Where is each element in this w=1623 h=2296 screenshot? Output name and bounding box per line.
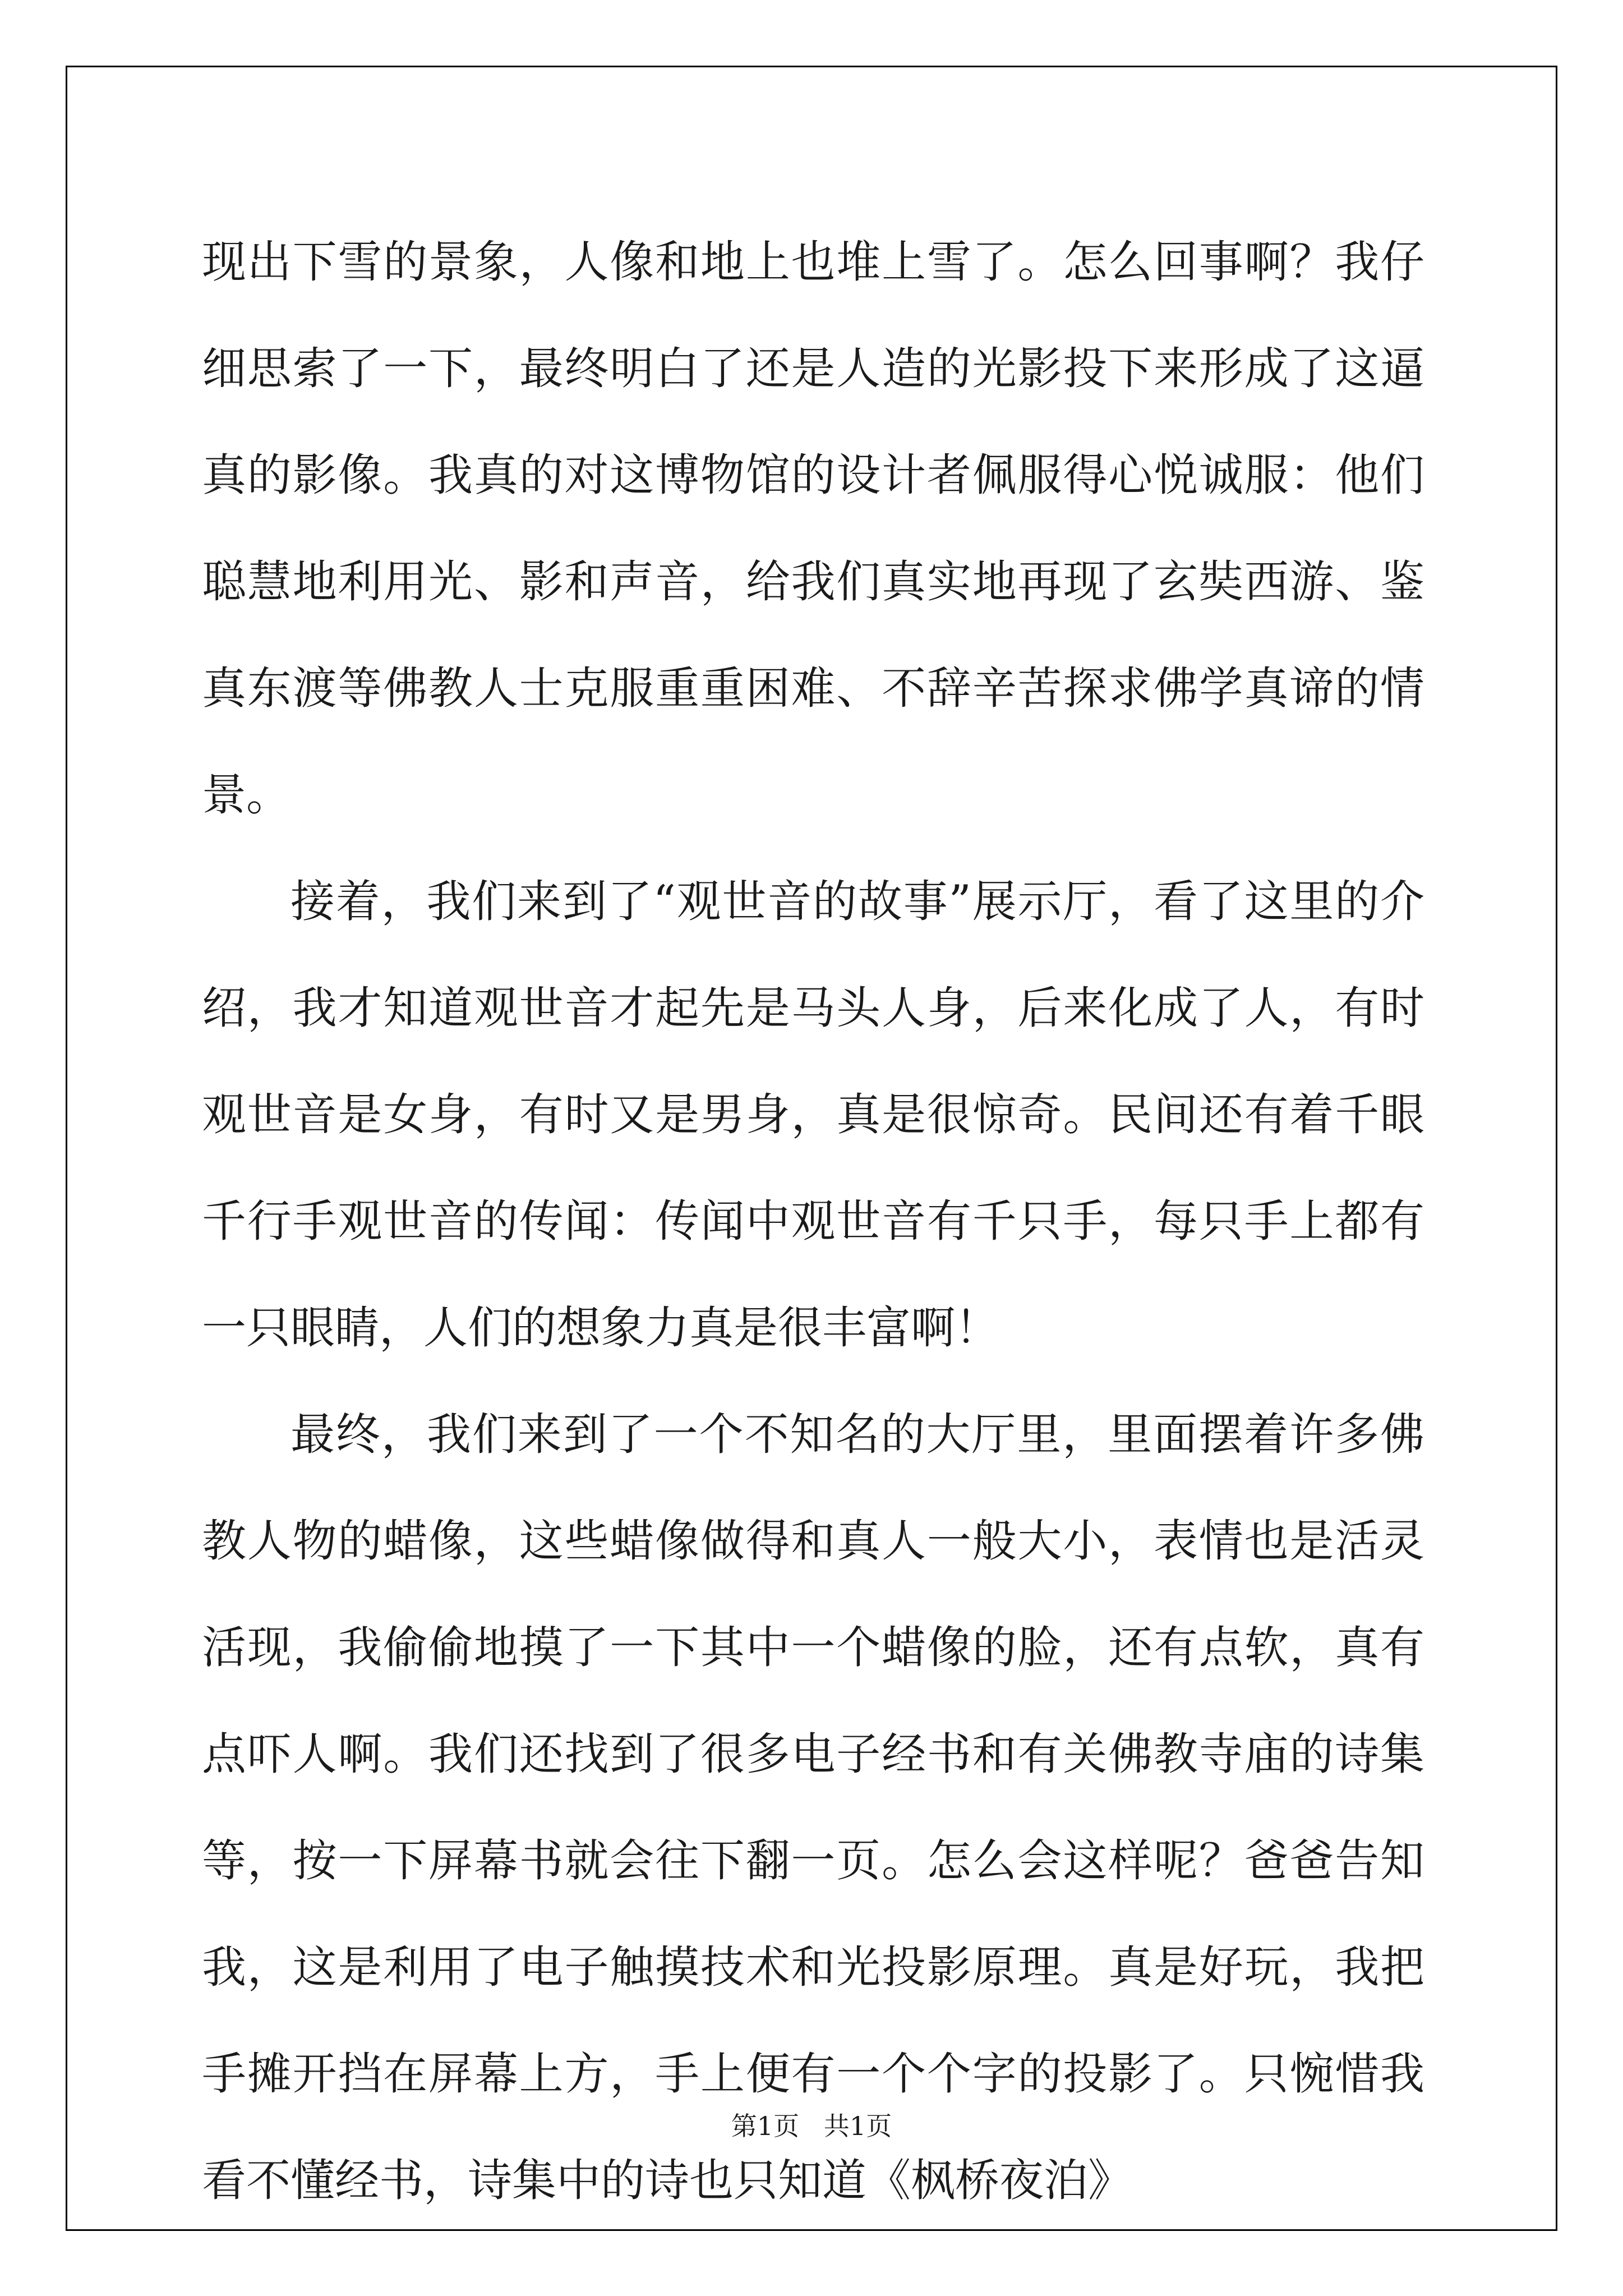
- document-body: [202, 209, 1424, 2234]
- paragraph-2: 接着，我们来到了“观世音的故事”展示厅，看了这里的介绍，我才知道观世音才起先是马头人身，后来化成了人，有时观世音是女身，有时又是男身，真是很惊奇。民间还有着千眼千行手观世音的传闻：传闻中观世音有千只手，每只手上都有一只眼睛，人们的想象力真是很丰富啊！: [202, 876, 1424, 1354]
- page-number: 第1页 共1页: [731, 2111, 892, 2141]
- paragraph-1: 现出下雪的景象，人像和地上也堆上雪了。怎么回事啊？我仔细思索了一下，最终明白了还是人造的光影投下来形成了这逼真的影像。我真的对这博物馆的设计者佩服得心悦诚服：他们聪慧地利用光、影和声音，给我们真实地再现了玄奘西游、鉴真东渡等佛教人士克服重重困难、不辞辛苦探求佛学真谛的情景。: [202, 236, 1424, 821]
- paragraph-3: 最终，我们来到了一个不知名的大厅里，里面摆着许多佛教人物的蜡像，这些蜡像做得和真人一般大小，表情也是活灵活现，我偷偷地摸了一下其中一个蜡像的脸，还有点软，真有点吓人啊。我们还找到了很多电子经书和有关佛教寺庙的诗集等，按一下屏幕书就会往下翻一页。怎么会这样呢？爸爸告知我，这是利用了电子触摸技术和光投影原理。真是好玩，我把手摊开挡在屏幕上方，手上便有一个个字的投影了。只惋惜我看不懂经书，诗集中的诗也只知道《枫桥夜泊》: [202, 1409, 1424, 2206]
